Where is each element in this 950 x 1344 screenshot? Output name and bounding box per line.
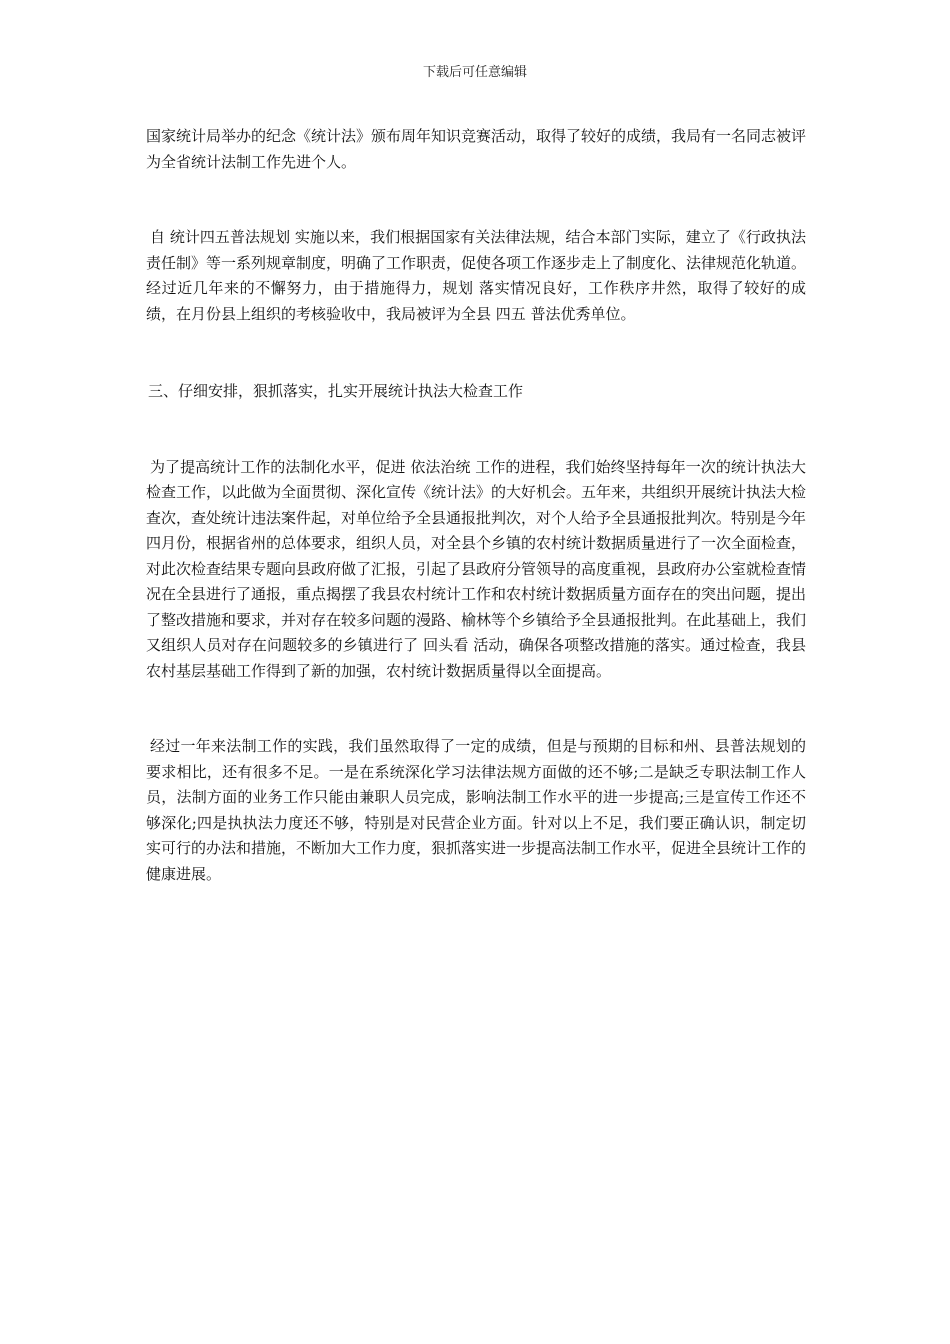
- document-body: [146, 124, 806, 887]
- paragraph-competition-result: 国家统计局举办的纪念《统计法》颁布周年知识竞赛活动，取得了较好的成绩，我局有一名同志被评为全省统计法制工作先进个人。: [146, 127, 807, 171]
- page-header-note: 下载后可任意编辑: [422, 65, 527, 80]
- paragraph-shortcomings: 经过一年来法制工作的实践，我们虽然取得了一定的成绩，但是与预期的目标和州、县普法规划的要求相比，还有很多不足。一是在系统深化学习法律法规方面做的还不够;二是缺乏专职法制工作人员，法制方面的业务工作只能由兼职人员完成，影响法制工作水平的进一步提高;三是宣传工作还不够深化;四是执执法力度还不够，特别是对民营企业方面。针对以上不足，我们要正确认识，制定切实可行的办法和措施，不断加大工作力度，狠抓落实进一步提高法制工作水平，促进全县统计工作的健康进展。: [146, 737, 807, 883]
- paragraph-legal-plan: 自 统计四五普法规划 实施以来，我们根据国家有关法律法规，结合本部门实际，建立了《行政执法责任制》等一系列规章制度，明确了工作职责，促使各项工作逐步走上了制度化、法律规范化轨道。经过近几年来的不懈努力，由于措施得力，规划 落实情况良好，工作秩序井然，取得了较好的成绩，在月份县上组织的考核验收中，我局被评为全县 四五 普法优秀单位。: [146, 228, 807, 323]
- paragraph-law-enforcement-inspection: 为了提高统计工作的法制化水平，促进 依法治统 工作的进程，我们始终坚持每年一次的统计执法大检查工作，以此做为全面贯彻、深化宣传《统计法》的大好机会。五年来，共组织开展统计执法大检查次，查处统计违法案件起，对单位给予全县通报批判次，对个人给予全县通报批判次。特别是今年四月份，根据省州的总体要求，组织人员，对全县个乡镇的农村统计数据质量进行了一次全面检查，对此次检查结果专题向县政府做了汇报，引起了县政府分管领导的高度重视，县政府办公室就检查情况在全县进行了通报，重点揭摆了我县农村统计工作和农村统计数据质量方面存在的突出问题，提出了整改措施和要求，并对存在较多问题的漫路、榆林等个乡镇给予全县通报批判。在此基础上，我们又组织人员对存在问题较多的乡镇进行了 回头看 活动，确保各项整改措施的落实。通过检查，我县农村基层基础工作得到了新的加强，农村统计数据质量得以全面提高。: [146, 457, 807, 680]
- section-heading-three: 三、仔细安排，狠抓落实，扎实开展统计执法大检查工作: [148, 382, 524, 400]
